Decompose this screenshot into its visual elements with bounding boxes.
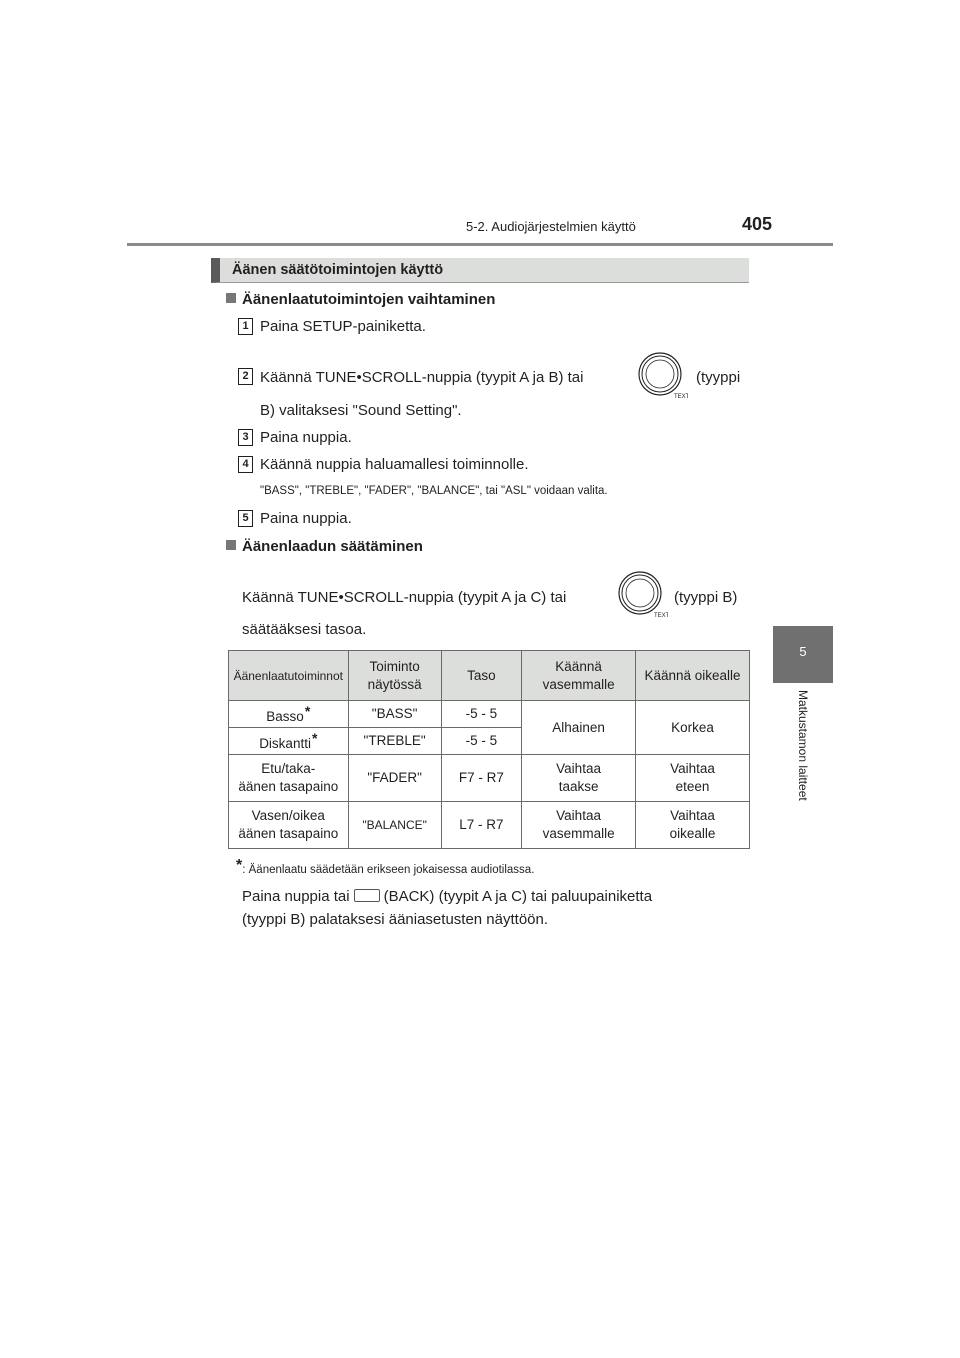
table-row [229, 701, 750, 728]
step-4-text: Käännä nuppia haluamallesi toiminnolle. [260, 456, 529, 473]
chapter-tab [773, 626, 833, 683]
table-row [229, 802, 750, 849]
subheading-sound-functions [226, 291, 495, 308]
subheading-text: Äänenlaadun säätäminen [242, 538, 423, 555]
tune-knob-icon [618, 571, 668, 619]
step-2-text-c: B) valitaksesi "Sound Setting". [260, 402, 462, 419]
sound-settings-table [228, 650, 750, 849]
square-bullet-icon [226, 540, 236, 550]
table-cell-func: Diskantti* [229, 728, 349, 755]
chapter-number: 5 [799, 644, 807, 659]
square-bullet-icon [226, 293, 236, 303]
table-row [229, 755, 750, 802]
step-2-text-a: Käännä TUNE•SCROLL-nuppia (tyypit A ja B) tai [260, 369, 584, 386]
step-1-text: Paina SETUP-painiketta. [260, 318, 426, 335]
table-cell-display: "BASS" [348, 701, 441, 728]
table-header: Toiminto näytössä [348, 651, 441, 701]
running-header-section: 5-2. Audiojärjestelmien käyttö [466, 219, 636, 234]
table-header: Käännä vasemmalle [522, 651, 636, 701]
step-number-4: 4 [238, 456, 253, 473]
page-number: 405 [742, 214, 773, 234]
step-3-text: Paina nuppia. [260, 429, 352, 446]
subheading-text: Äänenlaatutoimintojen vaihtaminen [242, 291, 496, 308]
subheading-sound-adjust [226, 538, 423, 555]
table-cell-left: Vaihtaa taakse [522, 755, 636, 802]
svg-text:TEXT: TEXT [674, 394, 688, 400]
table-cell-left: Alhainen [522, 701, 636, 755]
chapter-title: Matkustamon laitteet [796, 690, 810, 801]
table-cell-level: F7 - R7 [441, 755, 521, 802]
back-button-icon [354, 889, 380, 902]
part2-text-a: Käännä TUNE•SCROLL-nuppia (tyypit A ja C) tai [242, 589, 567, 606]
table-header-row [229, 651, 750, 701]
step-4-note: "BASS", "TREBLE", "FADER", "BALANCE", tai "ASL" voidaan valita. [260, 485, 608, 497]
step-number-1: 1 [238, 318, 253, 335]
closing-text-line1: Paina nuppia tai (BACK) (tyypit A ja C) tai paluupainiketta [242, 888, 653, 905]
table-cell-level: L7 - R7 [441, 802, 521, 849]
step-2-text-b: (tyyppi [696, 369, 741, 386]
table-header: Käännä oikealle [636, 651, 750, 701]
section-title-bar [211, 258, 749, 283]
table-cell-right: Korkea [636, 701, 750, 755]
step-number-2: 2 [238, 368, 253, 385]
table-cell-level: -5 - 5 [441, 701, 521, 728]
chapter-title-vertical [784, 690, 824, 835]
svg-text:TEXT: TEXT [654, 613, 668, 619]
section-title: Äänen säätötoimintojen käyttö [232, 262, 444, 278]
part2-text-b: (tyyppi B) [674, 589, 738, 606]
tune-knob-icon [638, 352, 688, 400]
footnote-star: * [236, 857, 243, 874]
footnote [235, 857, 534, 876]
table-cell-display: "FADER" [348, 755, 441, 802]
step-number-3: 3 [238, 429, 253, 446]
table-header: Taso [441, 651, 521, 701]
table-cell-right: Vaihtaa oikealle [636, 802, 750, 849]
table-cell-display: "BALANCE" [348, 802, 441, 849]
table-cell-func: Vasen/oikea äänen tasapaino [229, 802, 349, 849]
table-cell-right: Vaihtaa eteen [636, 755, 750, 802]
header-rule [127, 243, 833, 246]
part2-text-c: säätääksesi tasoa. [242, 621, 367, 638]
step-5-text: Paina nuppia. [260, 510, 352, 527]
table-cell-func: Etu/taka- äänen tasapaino [229, 755, 349, 802]
table-cell-display: "TREBLE" [348, 728, 441, 755]
table-cell-func: Basso* [229, 701, 349, 728]
footnote-text: : Äänenlaatu säädetään erikseen jokaisessa audiotilassa. [242, 864, 535, 876]
table-cell-left: Vaihtaa vasemmalle [522, 802, 636, 849]
table-header: Äänenlaatutoiminnot [229, 651, 349, 701]
step-number-5: 5 [238, 510, 253, 527]
closing-text-line2: (tyyppi B) palataksesi ääniasetusten näyttöön. [242, 911, 549, 928]
table-cell-level: -5 - 5 [441, 728, 521, 755]
